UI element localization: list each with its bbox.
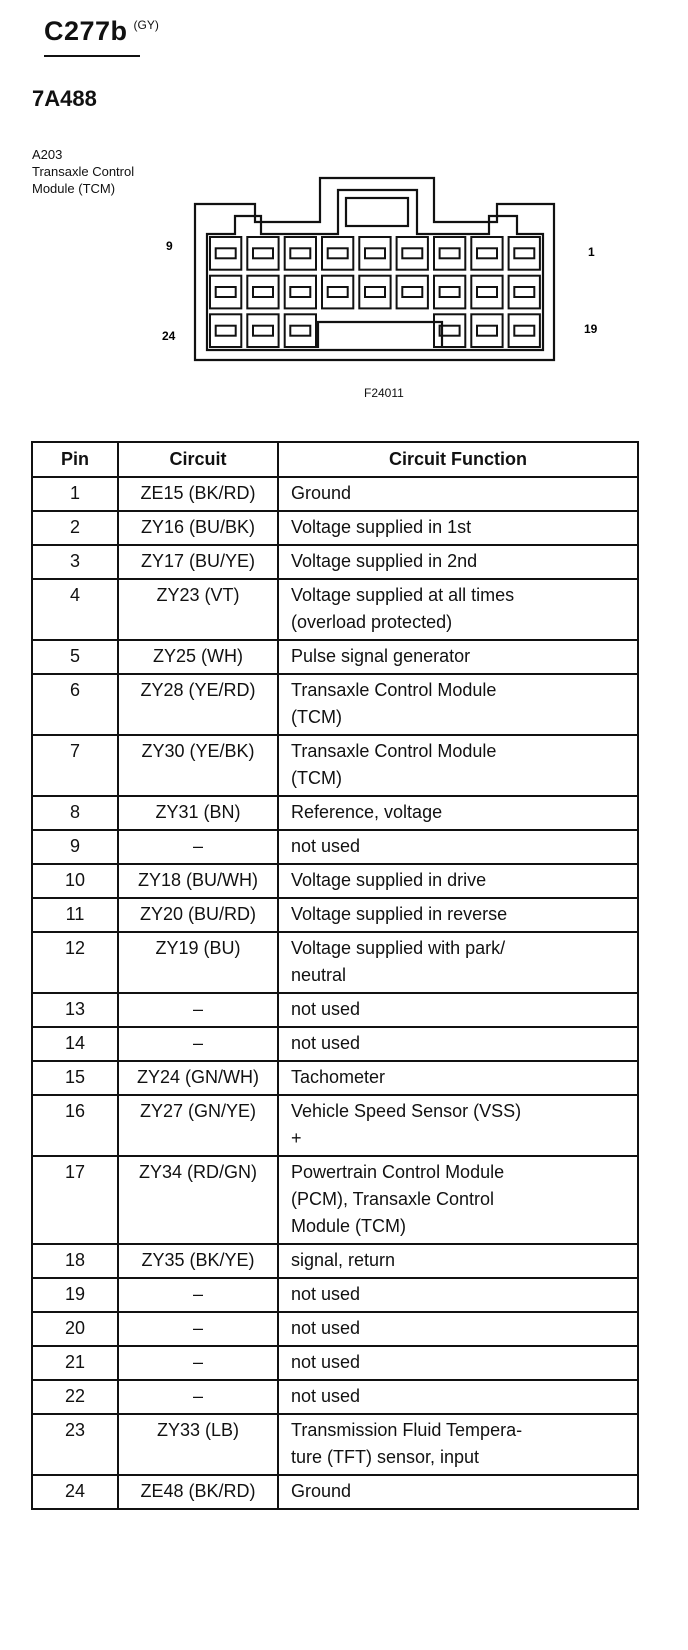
circuit-function bbox=[278, 1027, 638, 1061]
table-row bbox=[32, 545, 638, 579]
circuit-function-line: not used bbox=[291, 1352, 361, 1372]
circuit-code: ZY16 (BU/BK) bbox=[118, 511, 278, 545]
table-row bbox=[32, 932, 638, 993]
terminal-pin bbox=[253, 287, 273, 297]
circuit-code: ZE15 (BK/RD) bbox=[118, 477, 278, 511]
table-row bbox=[32, 1475, 638, 1509]
table-row bbox=[32, 898, 638, 932]
terminal-pin bbox=[290, 248, 310, 258]
pin-label-top-right: 1 bbox=[588, 245, 595, 259]
header-pin: Pin bbox=[32, 442, 118, 477]
part-number: 7A488 bbox=[32, 86, 97, 111]
circuit-function bbox=[278, 545, 638, 579]
terminal-pin bbox=[402, 248, 422, 258]
circuit-function-line: Voltage supplied in 2nd bbox=[291, 551, 478, 571]
header-function: Circuit Function bbox=[278, 442, 638, 477]
pin-number: 22 bbox=[32, 1380, 118, 1414]
pin-number: 24 bbox=[32, 1475, 118, 1509]
circuit-function-line: not used bbox=[291, 999, 361, 1019]
terminal-pin bbox=[514, 248, 534, 258]
table-row bbox=[32, 1312, 638, 1346]
table-header-row bbox=[32, 442, 638, 477]
pin-number: 2 bbox=[32, 511, 118, 545]
pin-number: 10 bbox=[32, 864, 118, 898]
circuit-function-line: Transaxle Control Module bbox=[291, 680, 497, 700]
table-row bbox=[32, 993, 638, 1027]
table-row bbox=[32, 1061, 638, 1095]
pinout-table bbox=[31, 441, 639, 1510]
module-ref: A203 bbox=[32, 147, 63, 162]
terminal-grid bbox=[210, 237, 540, 347]
pin-number: 19 bbox=[32, 1278, 118, 1312]
module-label bbox=[32, 146, 134, 197]
circuit-code: – bbox=[118, 993, 278, 1027]
table-row bbox=[32, 1278, 638, 1312]
pin-number: 5 bbox=[32, 640, 118, 674]
pin-number: 13 bbox=[32, 993, 118, 1027]
pin-number: 1 bbox=[32, 477, 118, 511]
pin-number: 11 bbox=[32, 898, 118, 932]
circuit-function-line: neutral bbox=[291, 965, 347, 985]
circuit-code: ZY25 (WH) bbox=[118, 640, 278, 674]
pin-number: 23 bbox=[32, 1414, 118, 1475]
circuit-code: ZY17 (BU/YE) bbox=[118, 545, 278, 579]
circuit-function-line: Ground bbox=[291, 1481, 352, 1501]
pin-number: 16 bbox=[32, 1095, 118, 1156]
latch-window bbox=[346, 198, 408, 226]
connector-id: C277b bbox=[44, 16, 128, 46]
circuit-function-line: signal, return bbox=[291, 1250, 396, 1270]
table-row bbox=[32, 477, 638, 511]
circuit-function-line: (PCM), Transaxle Control bbox=[291, 1189, 495, 1209]
table-row bbox=[32, 1027, 638, 1061]
pin-number: 17 bbox=[32, 1156, 118, 1244]
circuit-code: – bbox=[118, 1278, 278, 1312]
circuit-code: – bbox=[118, 1312, 278, 1346]
circuit-code: ZY34 (RD/GN) bbox=[118, 1156, 278, 1244]
circuit-function bbox=[278, 1414, 638, 1475]
terminal-pin bbox=[365, 287, 385, 297]
circuit-code: ZY27 (GN/YE) bbox=[118, 1095, 278, 1156]
connector-notch bbox=[318, 322, 442, 348]
table-row bbox=[32, 1095, 638, 1156]
circuit-code: ZY33 (LB) bbox=[118, 1414, 278, 1475]
table-row bbox=[32, 579, 638, 640]
terminal-pin bbox=[216, 287, 236, 297]
circuit-function-line: not used bbox=[291, 836, 361, 856]
circuit-code: ZY23 (VT) bbox=[118, 579, 278, 640]
circuit-function bbox=[278, 1312, 638, 1346]
circuit-function bbox=[278, 1346, 638, 1380]
circuit-function-line: Powertrain Control Module bbox=[291, 1162, 505, 1182]
circuit-function bbox=[278, 640, 638, 674]
terminal-pin bbox=[253, 326, 273, 336]
heading-underline bbox=[44, 55, 140, 57]
table-row bbox=[32, 640, 638, 674]
terminal-pin bbox=[477, 287, 497, 297]
terminal-pin bbox=[253, 248, 273, 258]
pin-label-top-left: 9 bbox=[166, 239, 173, 253]
circuit-function bbox=[278, 864, 638, 898]
terminal-pin bbox=[290, 326, 310, 336]
circuit-function-line: Module (TCM) bbox=[291, 1216, 407, 1236]
circuit-function-line: Transmission Fluid Tempera- bbox=[291, 1420, 523, 1440]
table-row bbox=[32, 674, 638, 735]
pin-label-bottom-right: 19 bbox=[584, 322, 598, 336]
circuit-code: ZY30 (YE/BK) bbox=[118, 735, 278, 796]
circuit-function-line: ture (TFT) sensor, input bbox=[291, 1447, 480, 1467]
table-row bbox=[32, 1346, 638, 1380]
terminal-pin bbox=[477, 248, 497, 258]
circuit-function bbox=[278, 674, 638, 735]
terminal-pin bbox=[290, 287, 310, 297]
circuit-function bbox=[278, 1095, 638, 1156]
circuit-code: ZY31 (BN) bbox=[118, 796, 278, 830]
circuit-function bbox=[278, 1380, 638, 1414]
circuit-function-line: Voltage supplied at all times bbox=[291, 585, 515, 605]
circuit-code: ZY19 (BU) bbox=[118, 932, 278, 993]
circuit-code: ZY28 (YE/RD) bbox=[118, 674, 278, 735]
table-row bbox=[32, 511, 638, 545]
circuit-code: ZE48 (BK/RD) bbox=[118, 1475, 278, 1509]
circuit-code: ZY35 (BK/YE) bbox=[118, 1244, 278, 1278]
circuit-function-line: Pulse signal generator bbox=[291, 646, 471, 666]
circuit-function bbox=[278, 579, 638, 640]
circuit-code: – bbox=[118, 1027, 278, 1061]
pin-number: 12 bbox=[32, 932, 118, 993]
terminal-pin bbox=[216, 326, 236, 336]
pin-number: 21 bbox=[32, 1346, 118, 1380]
circuit-code: – bbox=[118, 1346, 278, 1380]
table-row bbox=[32, 1244, 638, 1278]
figure-id: F24011 bbox=[364, 386, 404, 400]
terminal-pin bbox=[402, 287, 422, 297]
terminal-pin bbox=[440, 248, 460, 258]
circuit-function-line: Reference, voltage bbox=[291, 802, 443, 822]
table-row bbox=[32, 1380, 638, 1414]
pin-number: 6 bbox=[32, 674, 118, 735]
circuit-function bbox=[278, 932, 638, 993]
table-row bbox=[32, 1156, 638, 1244]
circuit-function-line: Tachometer bbox=[291, 1067, 386, 1087]
circuit-code: ZY20 (BU/RD) bbox=[118, 898, 278, 932]
circuit-function bbox=[278, 898, 638, 932]
circuit-function-line: + bbox=[291, 1128, 302, 1148]
circuit-function bbox=[278, 993, 638, 1027]
circuit-function-line: not used bbox=[291, 1318, 361, 1338]
circuit-function bbox=[278, 735, 638, 796]
pin-number: 20 bbox=[32, 1312, 118, 1346]
circuit-function bbox=[278, 796, 638, 830]
table-row bbox=[32, 1414, 638, 1475]
circuit-function-line: (TCM) bbox=[291, 768, 342, 788]
circuit-code: – bbox=[118, 1380, 278, 1414]
circuit-code: – bbox=[118, 830, 278, 864]
table-row bbox=[32, 864, 638, 898]
circuit-function-line: not used bbox=[291, 1284, 361, 1304]
circuit-function bbox=[278, 511, 638, 545]
circuit-function bbox=[278, 477, 638, 511]
terminal-pin bbox=[440, 287, 460, 297]
circuit-function-line: Vehicle Speed Sensor (VSS) bbox=[291, 1101, 522, 1121]
circuit-function-line: Voltage supplied in reverse bbox=[291, 904, 508, 924]
pin-number: 9 bbox=[32, 830, 118, 864]
connector-face-diagram bbox=[160, 176, 620, 382]
table-row bbox=[32, 735, 638, 796]
terminal-pin bbox=[216, 248, 236, 258]
circuit-function-line: Voltage supplied in 1st bbox=[291, 517, 472, 537]
terminal-pin bbox=[328, 287, 348, 297]
pin-label-bottom-left: 24 bbox=[162, 329, 176, 343]
circuit-function bbox=[278, 1244, 638, 1278]
circuit-function bbox=[278, 1061, 638, 1095]
circuit-function-line: Voltage supplied with park/ bbox=[291, 938, 506, 958]
circuit-function-line: not used bbox=[291, 1033, 361, 1053]
terminal-pin bbox=[328, 248, 348, 258]
connector-color: (GY) bbox=[133, 18, 159, 32]
module-name-line1: Transaxle Control bbox=[32, 164, 135, 179]
connector-heading bbox=[44, 16, 159, 47]
table-row bbox=[32, 830, 638, 864]
circuit-function bbox=[278, 830, 638, 864]
terminal-pin bbox=[514, 326, 534, 336]
circuit-code: ZY24 (GN/WH) bbox=[118, 1061, 278, 1095]
circuit-function bbox=[278, 1278, 638, 1312]
pin-number: 3 bbox=[32, 545, 118, 579]
circuit-function-line: (TCM) bbox=[291, 707, 342, 727]
pin-number: 15 bbox=[32, 1061, 118, 1095]
terminal-pin bbox=[365, 248, 385, 258]
circuit-function-line: Voltage supplied in drive bbox=[291, 870, 487, 890]
pin-number: 8 bbox=[32, 796, 118, 830]
module-name-line2: Module (TCM) bbox=[32, 181, 116, 196]
circuit-code: ZY18 (BU/WH) bbox=[118, 864, 278, 898]
circuit-function bbox=[278, 1475, 638, 1509]
circuit-function-line: Ground bbox=[291, 483, 352, 503]
pin-number: 7 bbox=[32, 735, 118, 796]
pin-number: 14 bbox=[32, 1027, 118, 1061]
terminal-pin bbox=[477, 326, 497, 336]
circuit-function-line: Transaxle Control Module bbox=[291, 741, 497, 761]
circuit-function-line: (overload protected) bbox=[291, 612, 453, 632]
header-circuit: Circuit bbox=[118, 442, 278, 477]
pinout-rows bbox=[32, 477, 638, 1509]
circuit-function bbox=[278, 1156, 638, 1244]
pin-number: 18 bbox=[32, 1244, 118, 1278]
circuit-function-line: not used bbox=[291, 1386, 361, 1406]
terminal-pin bbox=[514, 287, 534, 297]
pin-number: 4 bbox=[32, 579, 118, 640]
table-row bbox=[32, 796, 638, 830]
